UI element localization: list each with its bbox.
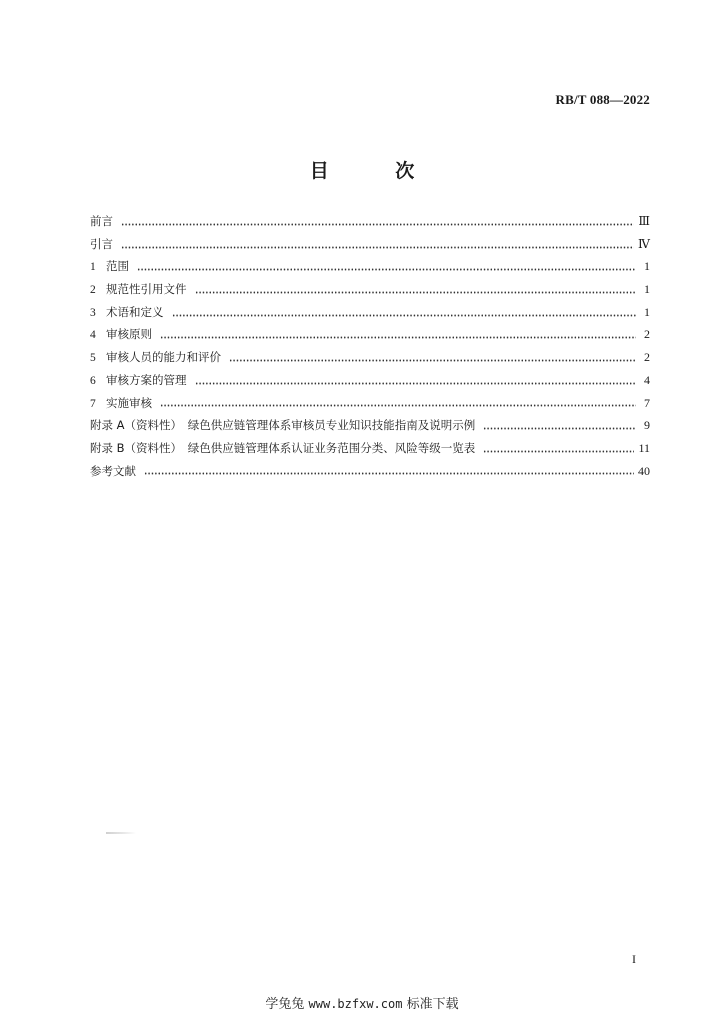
toc-entry-number: 3 — [90, 306, 96, 319]
toc-entry-label: 审核人员的能力和评价 — [106, 350, 221, 365]
table-of-contents — [90, 213, 650, 485]
toc-entry-label: 参考文献 — [90, 463, 136, 478]
toc-entry-annex-a[interactable] — [90, 417, 650, 440]
footer-tagline: 标准下载 — [406, 997, 459, 1012]
toc-entry-label: 引言 — [90, 236, 113, 251]
toc-entry-foreword[interactable] — [90, 213, 650, 236]
toc-entry-label: 实施审核 — [106, 395, 152, 410]
page-folio: I — [632, 952, 636, 966]
toc-entry-page: 1 — [644, 259, 650, 274]
toc-leader-dots — [121, 218, 634, 230]
toc-entry-page: 2 — [644, 350, 650, 365]
footer-url[interactable]: www.bzfxw.com — [308, 997, 403, 1011]
toc-entry-scope[interactable] — [90, 258, 650, 281]
toc-entry-page: 4 — [644, 372, 650, 387]
toc-leader-dots — [160, 332, 636, 344]
toc-entry-page: 2 — [644, 327, 650, 342]
toc-entry-annex-b[interactable] — [90, 440, 650, 463]
toc-entry-normative-references[interactable] — [90, 281, 650, 304]
toc-leader-dots — [195, 377, 637, 389]
toc-leader-dots — [160, 400, 636, 412]
toc-leader-dots — [229, 354, 636, 366]
toc-entry-number: 1 — [90, 261, 96, 274]
toc-entry-audit-principles[interactable] — [90, 326, 650, 349]
toc-leader-dots — [137, 264, 636, 276]
toc-entry-label: 规范性引用文件 — [106, 282, 187, 297]
toc-leader-dots — [483, 423, 636, 435]
toc-entry-page: 9 — [644, 418, 650, 433]
toc-entry-introduction[interactable] — [90, 236, 650, 259]
toc-entry-audit-programme-management[interactable] — [90, 372, 650, 395]
toc-entry-auditor-competence[interactable] — [90, 349, 650, 372]
toc-entry-conducting-audit[interactable] — [90, 395, 650, 418]
toc-title: 目 次 — [309, 160, 445, 182]
toc-leader-dots — [121, 241, 634, 253]
toc-entry-page: 40 — [638, 463, 650, 478]
toc-leader-dots — [172, 309, 637, 321]
toc-leader-dots — [144, 468, 634, 480]
toc-entry-page: 1 — [644, 282, 650, 297]
toc-entry-bibliography[interactable] — [90, 463, 650, 486]
toc-leader-dots — [483, 445, 634, 457]
footer-site-name: 学兔兔 — [265, 997, 305, 1012]
toc-entry-page: 11 — [638, 440, 650, 455]
toc-entry-page: Ⅳ — [638, 236, 650, 251]
toc-entry-page: Ⅲ — [638, 214, 650, 228]
toc-entry-label: 审核方案的管理 — [106, 372, 187, 387]
site-footer — [0, 993, 724, 1012]
toc-entry-number: 5 — [90, 352, 96, 365]
toc-entry-number: 7 — [90, 397, 96, 410]
document-code: RB/T 088—2022 — [555, 92, 650, 107]
toc-entry-page: 1 — [644, 304, 650, 319]
toc-entry-label: 前言 — [90, 214, 113, 228]
scan-artifact — [106, 832, 136, 834]
toc-entry-number: 2 — [90, 284, 96, 297]
toc-entry-label: 审核原则 — [106, 327, 152, 342]
toc-entry-terms-and-definitions[interactable] — [90, 304, 650, 327]
toc-entry-number: 6 — [90, 374, 96, 387]
toc-leader-dots — [195, 286, 637, 298]
toc-entry-page: 7 — [644, 395, 650, 410]
toc-entry-label: 术语和定义 — [106, 304, 164, 319]
toc-entry-number: 4 — [90, 329, 96, 342]
toc-entry-label: 附录 A（资料性） 绿色供应链管理体系审核员专业知识技能指南及说明示例 — [90, 418, 476, 433]
toc-entry-label: 范围 — [106, 259, 129, 274]
toc-entry-label: 附录 B（资料性） 绿色供应链管理体系认证业务范围分类、风险等级一览表 — [90, 440, 476, 455]
